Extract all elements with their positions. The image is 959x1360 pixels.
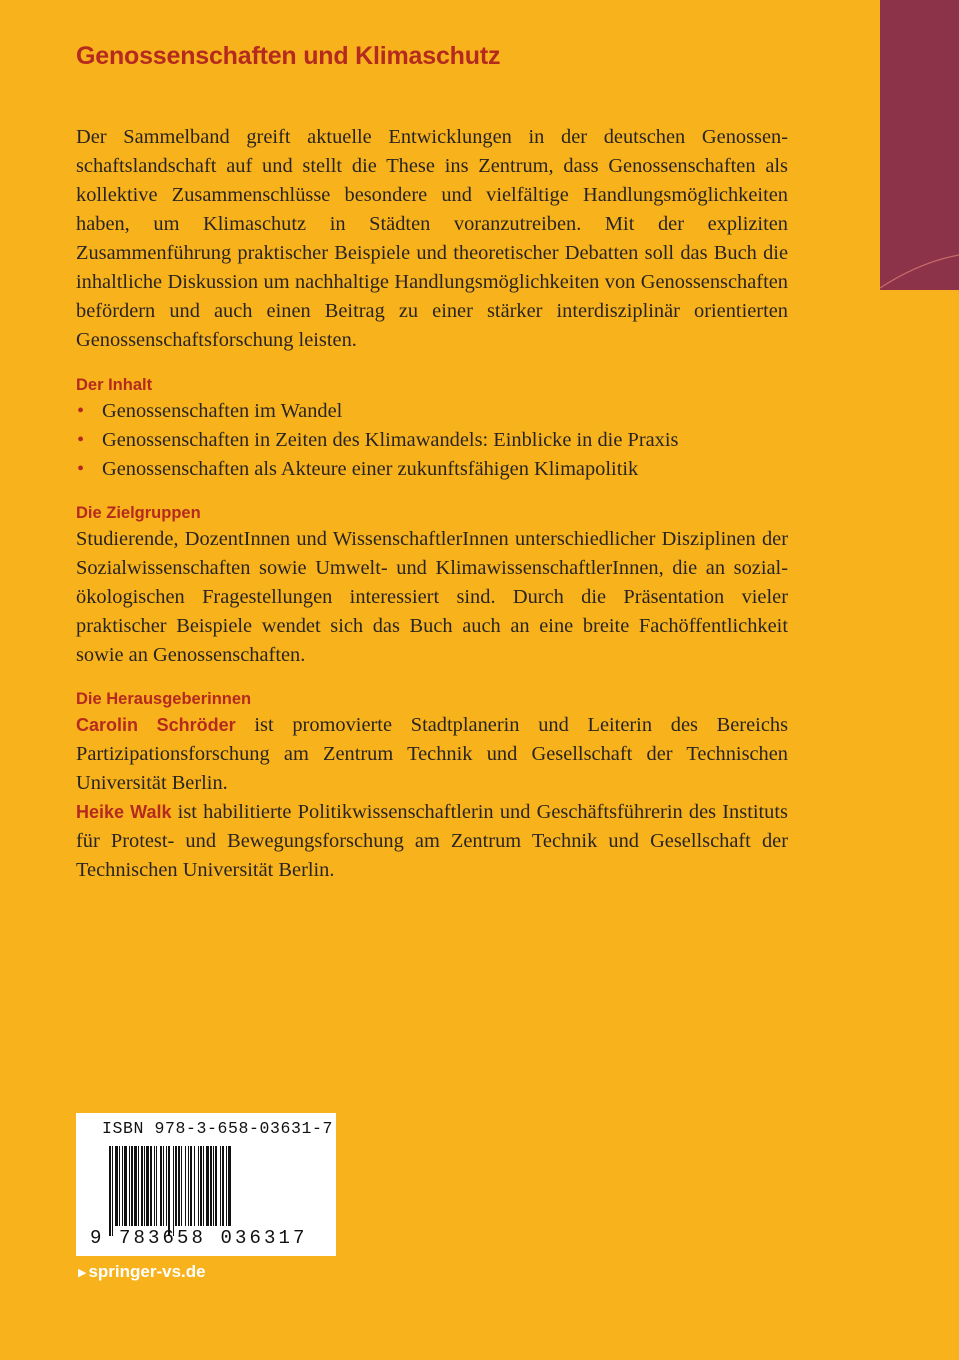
barcode-bar	[131, 1146, 133, 1226]
barcode-bar	[129, 1146, 130, 1226]
contents-list	[76, 397, 788, 484]
spine-curve-decoration	[880, 0, 959, 290]
list-item-text: Genossenschaften in Zeiten des Klimawandels: Einblicke in die Praxis	[102, 429, 679, 451]
barcode-bar	[109, 1146, 111, 1236]
isbn-label: ISBN 978-3-658-03631-7	[102, 1119, 334, 1138]
barcode-bar	[156, 1146, 157, 1226]
barcode-bar	[160, 1146, 162, 1226]
barcode-bar	[215, 1146, 217, 1226]
ean-digits: 9 783658 036317	[90, 1227, 308, 1249]
audience-heading: Die Zielgruppen	[76, 504, 201, 522]
barcode-bar	[220, 1146, 221, 1226]
barcode-bar	[146, 1146, 149, 1226]
barcode-bar	[210, 1146, 212, 1226]
spine-color-band	[880, 0, 959, 290]
back-cover-text	[76, 123, 788, 885]
barcode-bar	[138, 1146, 139, 1226]
barcode-bar	[163, 1146, 164, 1226]
list-item-text: Genossenschaften im Wandel	[102, 400, 343, 422]
barcode-bar	[178, 1146, 180, 1226]
list-item-text: Genossenschaften als Akteure einer zukunftsfähigen Klimapolitik	[102, 458, 639, 480]
bullet-icon: •	[77, 429, 85, 451]
barcode-bar	[166, 1146, 167, 1226]
contents-section	[76, 373, 788, 484]
editors-section	[76, 687, 788, 885]
contents-heading: Der Inhalt	[76, 376, 153, 394]
barcode-bar	[222, 1146, 224, 1226]
editor-bio	[76, 798, 788, 885]
audience-section	[76, 501, 788, 670]
barcode-bar	[206, 1146, 209, 1226]
editor-description: ist habilitierte Politikwissenschaftlerin und Geschäftsführerin des Instituts für Protest- und Bewegungsforschung am Zentrum Technik und Gesellschaft der Technischen Universität Berlin.	[76, 801, 788, 881]
bullet-icon: •	[77, 400, 85, 422]
website-label: springer-vs.de	[88, 1262, 206, 1281]
barcode-bar	[115, 1146, 118, 1226]
barcode-bar	[228, 1146, 231, 1226]
barcode-bar	[226, 1146, 227, 1226]
barcode-bar	[173, 1146, 174, 1236]
list-item	[76, 455, 788, 484]
barcode-bar	[200, 1146, 202, 1226]
barcode-bar	[190, 1146, 192, 1226]
list-item	[76, 426, 788, 455]
barcode-bar	[181, 1146, 182, 1226]
barcode-bar	[175, 1146, 177, 1226]
barcode-bar	[141, 1146, 143, 1226]
barcode-bar	[122, 1146, 123, 1226]
barcode-bar	[154, 1146, 155, 1226]
barcode-bar	[119, 1146, 120, 1226]
editor-bio	[76, 711, 788, 798]
publisher-website-link[interactable]	[78, 1262, 206, 1282]
barcode-bar	[213, 1146, 214, 1226]
barcode-bar	[124, 1146, 127, 1226]
audience-paragraph: Studierende, DozentInnen und WissenschaftlerInnen unterschiedlicher Disziplinen der Sozialwissenschaften sowie Umwelt- und KlimawissenschaftlerInnen, die an sozial-ökologischen Fragestellungen interessiert sind. Durch die Präsentation vieler praktischer Beispiele wendet sich das Buch auch an eine breite Fachöffentlichkeit sowie an Genossenschaften.	[76, 528, 788, 666]
barcode-bar	[203, 1146, 204, 1226]
arrow-right-icon: ▶	[78, 1266, 87, 1279]
barcode-bar	[168, 1146, 170, 1236]
book-title: Genossenschaften und Klimaschutz	[76, 42, 501, 70]
bullet-icon: •	[77, 458, 85, 480]
list-item	[76, 397, 788, 426]
barcode-bar	[198, 1146, 199, 1226]
editor-name: Heike Walk	[76, 802, 172, 822]
isbn-barcode	[76, 1113, 336, 1256]
barcode-bar	[150, 1146, 152, 1226]
intro-paragraph: Der Sammelband greift aktuelle Entwicklungen in der deutschen Genossenschaftslandschaft auf und stellt die These ins Zentrum, dass Genossenschaften als kollektive Zusammenschlüsse besondere und vielfältige Handlungsmöglichkeiten haben, um Klimaschutz in Städten voranzutreiben. Mit der expliziten Zusammenführung praktischer Beispiele und theoretischer Debatten soll das Buch die inhaltliche Diskussion um nachhaltige Handlungsmöglichkeiten von Genossenschaften befördern und auch einen Beitrag zu einer stärker interdisziplinär orientierten Genossenschaftsforschung leisten.	[76, 126, 788, 351]
editors-heading: Die Herausgeberinnen	[76, 690, 252, 708]
barcode-bar	[194, 1146, 195, 1226]
barcode-bar	[185, 1146, 186, 1226]
barcode-bar	[134, 1146, 137, 1226]
barcode-bar	[112, 1146, 113, 1236]
barcode-bar	[144, 1146, 145, 1226]
editor-name: Carolin Schröder	[76, 715, 236, 735]
editor-description: ist promovierte Stadtplanerin und Leiterin des Bereichs Partizipationsforschung am Zentrum Technik und Gesellschaft der Technischen Universität Berlin.	[76, 714, 788, 794]
barcode-bar	[188, 1146, 189, 1226]
